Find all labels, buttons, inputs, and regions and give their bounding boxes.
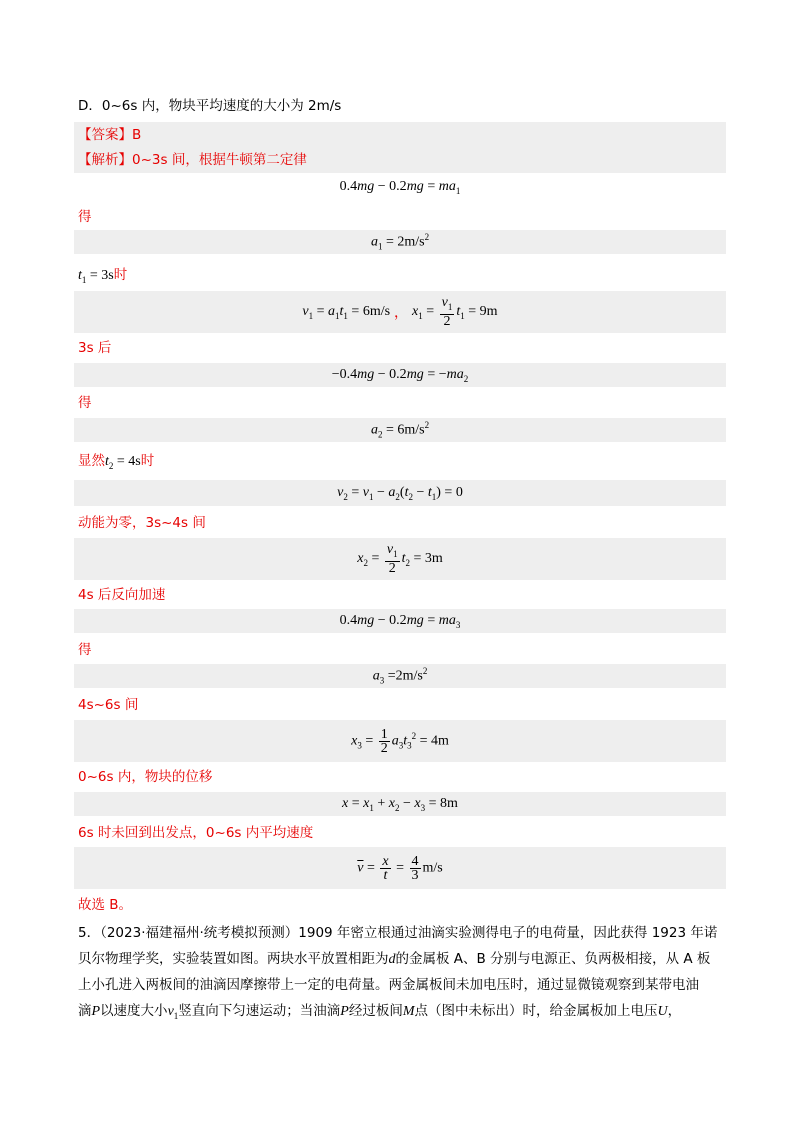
ke-zero-text: 动能为零，3s~4s 间 [78,515,206,531]
t1-line [74,262,726,288]
q5-line-2-text: 贝尔物理学奖，实验装置如图。两块水平放置相距为 [78,951,389,967]
q5-line-2 [74,946,726,973]
after-3s [74,335,726,361]
equation-11 [74,792,726,816]
q5-var-m: M [402,1004,415,1019]
equation-1-text: $0.4mg - 0.2mg = ma_1$ [339,178,461,196]
q5-var-v1: $v_1$ [167,1004,179,1021]
equation-2 [74,230,726,254]
label-de-1-text: 得 [78,209,92,225]
equation-12-text: $\overline{v}$ = $\frac{x}{t}$ = $\frac{4}{3}$ m/s [357,853,443,883]
t2-value: $t_2 = 4s$ [105,454,141,471]
t1-value: $t_1 = 3s$ [78,268,114,285]
label-de-2-text: 得 [78,395,92,411]
q5-line-4a: 滴 [78,1003,92,1019]
equation-11-text: $x = x_1 + x_2 - x_3 = 8m$ [342,795,458,813]
q5-line-1-text: 5．（2023·福建福州·统考模拟预测）1909 年密立根通过油滴实验测得电子的电荷量，因此获得 1923 年诺 [78,925,718,941]
equation-6-text: $v_2 = v_1 - a_2(t_2 - t_1) = 0$ [337,484,463,502]
equation-3 [74,291,726,333]
q5-line-2-rest: 的金属板 A、B 分别与电源正、负两极相接，从 A 板 [395,951,711,967]
label-de-1 [74,204,726,230]
q5-line-4b: 以速度大小 [100,1003,168,1019]
answer-line [74,122,726,148]
equation-9-text: $a_3 =2m/s^2$ [372,666,428,686]
q5-line-4 [74,998,726,1029]
analysis-intro-text: 【解析】0~3s 间，根据牛顿第二定律 [78,152,307,168]
answer-text: 【答案】B [78,127,142,143]
equation-2-text: $a_1 = 2m/s^2$ [370,232,430,252]
equation-4 [74,363,726,387]
equation-3b: $x_1$ = $\frac{v_1}{2}$ $t_1 = 9m$ [412,295,498,329]
equation-10 [74,720,726,762]
t2-line [74,448,726,474]
q5-var-d: d [388,952,396,967]
equation-7-text: $x_2$ = $\frac{v_1}{2}$ $t_2 = 3m$ [357,542,443,576]
equation-5-text: $a_2 = 6m/s^2$ [370,420,430,440]
equation-3-separator: ， [394,306,409,321]
q5-line-4c: 竖直向下匀速运动；当油滴 [178,1003,341,1019]
ke-zero-line [74,510,726,536]
q5-line-3 [74,972,726,998]
after-4s-text: 4s 后反向加速 [78,587,166,603]
q5-var-u: U [657,1004,668,1019]
q5-var-p2: P [340,1004,349,1019]
equation-5 [74,418,726,442]
equation-1 [74,174,726,200]
t2-suffix: 时 [140,453,155,469]
equation-8 [74,609,726,633]
option-d [74,93,726,119]
after-4s [74,582,726,608]
interval-4-6s-text: 4s~6s 间 [78,697,139,713]
q5-line-3-text: 上小孔进入两板间的油滴因摩擦带上一定的电荷量。两金属板间未加电压时，通过显微镜观察到某带电油 [78,977,699,993]
not-return-text: 6s 时未回到出发点，0~6s 内平均速度 [78,825,314,841]
equation-4-text: $-0.4mg - 0.2mg = -ma_2$ [331,366,469,384]
conclusion-text: 故选 B。 [78,897,133,913]
interval-4-6s [74,692,726,718]
equation-12 [74,847,726,889]
conclusion-line [74,892,726,918]
displacement-text: 0~6s 内，物块的位移 [78,769,213,785]
equation-8-text: $0.4mg - 0.2mg = ma_3$ [339,612,461,630]
label-de-2 [74,390,726,416]
xianran-text: 显然 [78,453,105,469]
q5-line-4e: 点（图中未标出）时，给金属板加上电压 [414,1003,658,1019]
equation-3a: $v_1 = a_1t_1 = 6m/s$ [302,303,391,321]
displacement-line [74,764,726,790]
label-de-3 [74,637,726,663]
label-de-3-text: 得 [78,642,92,658]
equation-10-text: $x_3$ = $\frac{1}{2}$ $a_3t_3^2 = 4m$ [351,726,449,756]
q5-var-p: P [91,1004,101,1019]
equation-7 [74,538,726,580]
q5-line-1 [74,920,726,946]
option-d-text: D．0~6s 内，物块平均速度的大小为 2m/s [78,98,342,114]
q5-line-4d: 经过板间 [348,1003,403,1019]
equation-6 [74,480,726,506]
t1-suffix: 时 [113,267,128,283]
not-return-line [74,820,726,846]
q5-line-4f: ， [667,1003,682,1019]
after-3s-text: 3s 后 [78,340,112,356]
equation-9 [74,664,726,688]
analysis-intro [74,147,726,173]
